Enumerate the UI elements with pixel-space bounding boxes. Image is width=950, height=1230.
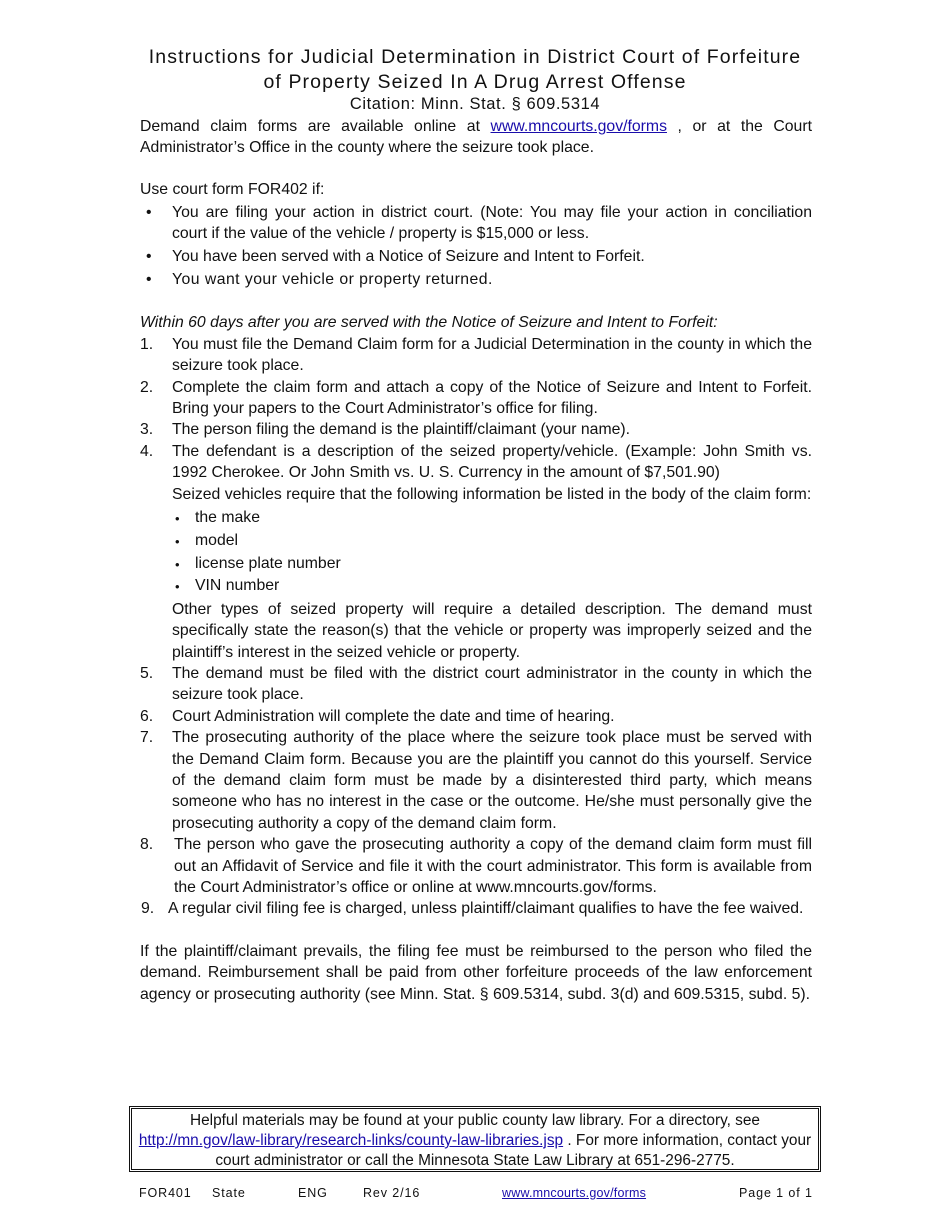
- page-title: [100, 45, 850, 95]
- footer-form-id: FOR401: [139, 1186, 192, 1200]
- step-item: 4. The defendant is a description of the seized property/vehicle. (Example: John Smith vs. 1992 Cherokee. Or John Smith vs. U. S. Currency in the amount of $7,501.90) Seized vehicles require that the following information be listed in the body of the claim form: • the make • model • license plate number • VIN number Other types of seized property will require a detailed description. The demand must specifically state the reason(s) that the vehicle or property was improperly seized and the plaintiff’s interest in the seized vehicle or property.: [140, 441, 812, 663]
- list-item: • You want your vehicle or property returned.: [140, 269, 812, 290]
- intro-paragraph: Demand claim forms are available online at www.mncourts.gov/forms , or at the Court Administrator’s Office in the county where the seizure took place.: [140, 118, 812, 157]
- use-form-heading: Use court form FOR402 if:: [140, 180, 325, 198]
- footer-jurisdiction: State: [212, 1186, 246, 1200]
- step-item: 7. The prosecuting authority of the place where the seizure took place must be served with the Demand Claim form. Because you are the plaintiff you cannot do this yourself. Service of the demand claim form must be made by a disinterested third party, which means someone who has no interest in the case or the outcome. He/she must personally give the prosecuting authority a copy of the demand claim form.: [140, 729, 812, 832]
- list-item: • model: [172, 530, 812, 551]
- forms-link[interactable]: www.mncourts.gov/forms: [490, 118, 667, 135]
- step-item: 6. Court Administration will complete the date and time of hearing.: [140, 707, 615, 725]
- closing-paragraph: If the plaintiff/claimant prevails, the filing fee must be reimbursed to the person who filed the demand. Reimbursement shall be paid from other forfeiture proceeds of the law enforcement agency or prosecuting authority (see Minn. Stat. § 609.5314, subd. 3(d) and 609.5315, subd. 5).: [140, 942, 812, 1003]
- document-body: [140, 116, 812, 1005]
- title-line-2: of Property Seized In A Drug Arrest Offense: [263, 71, 687, 93]
- citation: Citation: Minn. Stat. § 609.5314: [349, 95, 601, 113]
- within-heading: Within 60 days after you are served with the Notice of Seizure and Intent to Forfeit:: [140, 314, 718, 332]
- vehicle-info-list: [172, 507, 812, 597]
- law-library-link[interactable]: http://mn.gov/law-library/research-links/county-law-libraries.jsp: [138, 1132, 564, 1149]
- footer-page-number: Page 1 of 1: [739, 1186, 813, 1200]
- step-item: 2. Complete the claim form and attach a copy of the Notice of Seizure and Intent to Forfeit. Bring your papers to the Court Administrator’s office for filing.: [140, 378, 812, 417]
- footer-language: ENG: [298, 1186, 328, 1200]
- list-item: • the make: [172, 507, 812, 528]
- list-item: • You are filing your action in district court. (Note: You may file your action in conciliation court if the value of the vehicle / property is $15,000 or less.: [140, 202, 812, 245]
- steps-list: [140, 334, 812, 920]
- help-box: [129, 1106, 821, 1172]
- step-item: 5. The demand must be filed with the district court administrator in the county in which the seizure took place.: [140, 665, 812, 704]
- help-line-2: http://mn.gov/law-library/research-links/county-law-libraries.jsp . For more information, contact your court administrator or call the Minnesota State Law Library at 651-296-2775.: [138, 1132, 812, 1169]
- page-footer: [0, 1186, 950, 1202]
- help-line-1: Helpful materials may be found at your public county law library. For a directory, see: [190, 1112, 760, 1129]
- list-item: • You have been served with a Notice of Seizure and Intent to Forfeit.: [140, 246, 812, 267]
- list-item: • VIN number: [172, 575, 812, 596]
- step-item: 9. A regular civil filing fee is charged, unless plaintiff/claimant qualifies to have the fee waived.: [141, 900, 804, 918]
- step-item: 8. The person who gave the prosecuting authority a copy of the demand claim form must fill out an Affidavit of Service and file it with the court administrator. This form is available from the Court Administrator’s office or online at www.mncourts.gov/forms.: [140, 836, 812, 897]
- footer-forms-link[interactable]: www.mncourts.gov/forms: [502, 1186, 647, 1200]
- step-item: 3. The person filing the demand is the plaintiff/claimant (your name).: [140, 421, 631, 439]
- title-line-1: Instructions for Judicial Determination in District Court of Forfeiture: [148, 46, 802, 68]
- list-item: • license plate number: [172, 553, 812, 574]
- footer-revision: Rev 2/16: [363, 1186, 421, 1200]
- step-item: 1. You must file the Demand Claim form for a Judicial Determination in the county in which the seizure took place.: [140, 335, 812, 375]
- use-form-list: [140, 202, 812, 291]
